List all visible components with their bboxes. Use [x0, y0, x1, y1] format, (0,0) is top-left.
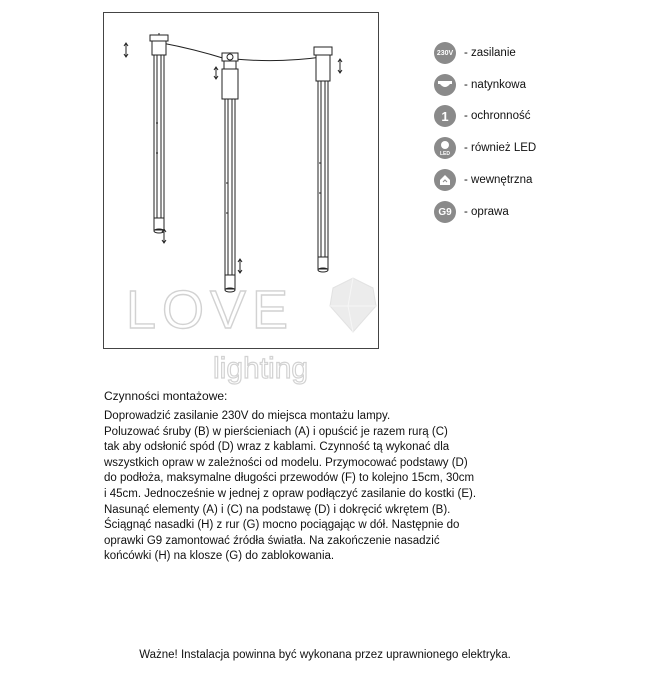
instruction-line: końcówki (H) na klosze (G) do zablokowania.	[104, 550, 335, 563]
instruction-line: Ściągnąć nasadki (H) z rur (G) mocno pociągając w dół. Następnie do	[104, 519, 460, 532]
legend-label: - oprawa	[464, 206, 509, 218]
instruction-line: Poluzować śruby (B) w pierścieniach (A) i opuścić je razem rurą (C)	[104, 425, 448, 438]
legend-label: - wewnętrzna	[464, 174, 533, 186]
legend-item-surface	[434, 73, 526, 97]
brand-watermark	[118, 270, 388, 400]
voltage-230v-icon: 230V	[434, 42, 456, 64]
lamp-middle	[222, 53, 238, 292]
legend-item-power	[434, 41, 516, 65]
lamp-right	[314, 47, 332, 272]
legend-label: - również LED	[464, 142, 537, 154]
instruction-line: i 45cm. Jednocześnie w jednej z opraw podłączyć zasilanie do kostki (E).	[104, 487, 477, 500]
g9-socket-icon: G9	[434, 201, 456, 223]
legend-label: - ochronność	[464, 110, 531, 122]
instruction-line: do podłoża, maksymalne długości przewodów (F) to kolejno 15cm, 30cm	[104, 472, 475, 485]
instructions-body	[104, 409, 504, 565]
instruction-line: Doprowadzić zasilanie 230V do miejsca montażu lampy.	[104, 410, 391, 422]
cable-left	[162, 43, 226, 59]
legend-item-led	[434, 136, 536, 160]
legend-label: - zasilanie	[464, 47, 516, 59]
watermark-brand-top: LOVE	[126, 280, 295, 340]
cable-right	[234, 57, 322, 61]
indoor-house-icon	[434, 169, 456, 191]
led-bulb-icon	[434, 137, 456, 159]
watermark-brand-bottom: lighting	[213, 352, 309, 385]
instruction-line: Nasunąć elementy (A) i (C) na podstawę (D) i dokręcić wkrętem (B).	[104, 503, 451, 516]
watermark-heart-icon	[330, 278, 376, 332]
instruction-line: tak aby odsłonić spód (D) wraz z kablami. Czynność tą wykonać dla	[104, 441, 450, 454]
legend-item-indoor	[434, 168, 532, 192]
instruction-line: wszystkich opraw w zależności od modelu. Przymocować podstawy (D)	[104, 456, 468, 469]
instruction-line: oprawki G9 zamontować źródła światła. Na zakończenie nasadzić	[104, 534, 440, 547]
legend-label: - natynkowa	[464, 79, 527, 91]
led-icon-text: LED	[440, 151, 450, 157]
legend-item-socket	[434, 200, 509, 224]
lamp-left	[150, 33, 168, 233]
legend-item-protection	[434, 104, 530, 128]
safety-warning: Ważne! Instalacja powinna być wykonana przez uprawnionego elektryka.	[139, 649, 511, 661]
surface-mount-icon	[434, 74, 456, 96]
protection-class-1-icon: 1	[434, 105, 456, 127]
instructions-title: Czynności montażowe:	[104, 389, 228, 403]
